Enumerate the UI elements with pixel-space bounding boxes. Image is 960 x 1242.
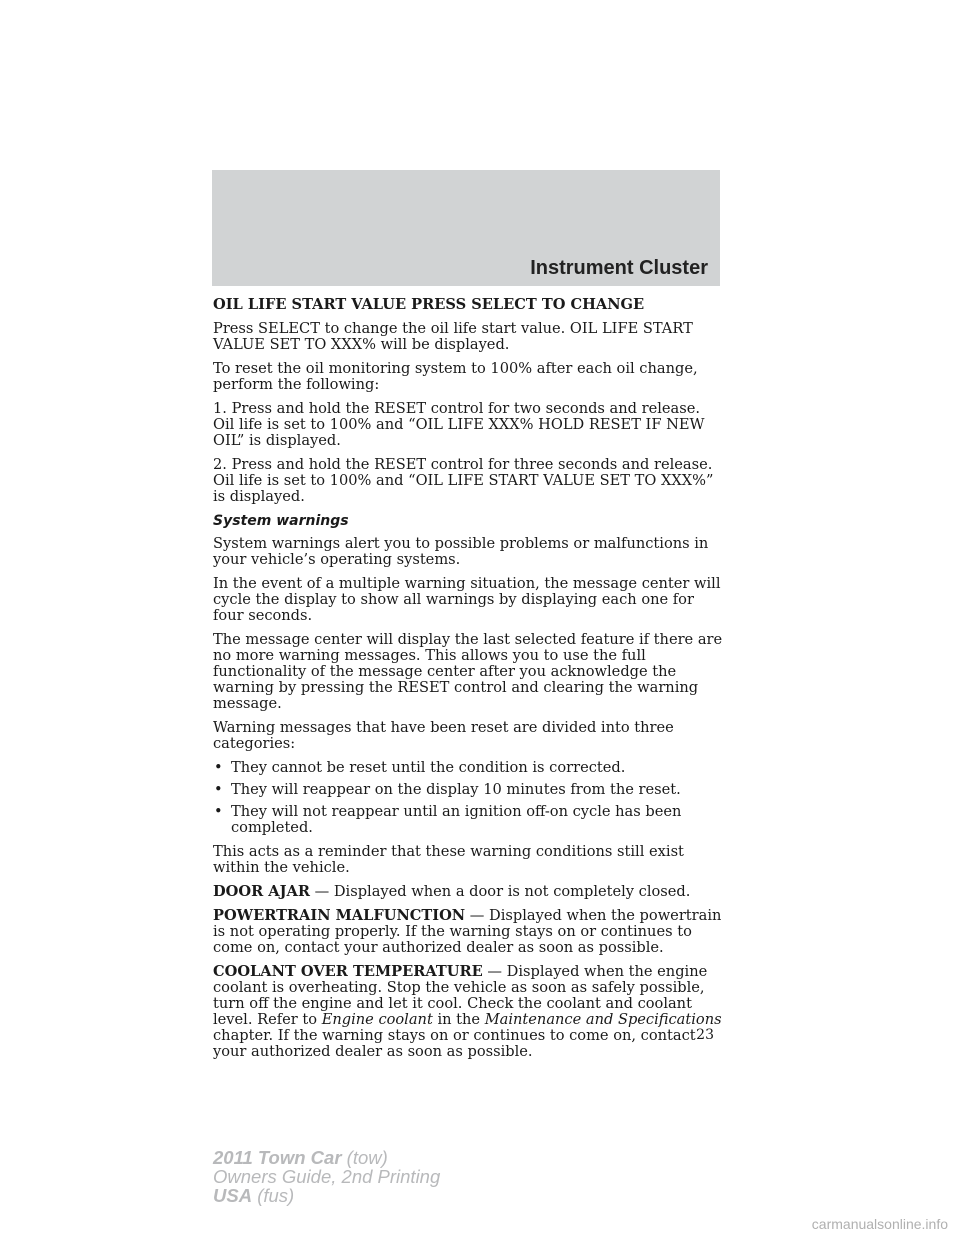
paragraph-reset-intro: To reset the oil monitoring system to 100% after each oil change, perform the following: <box>213 360 698 393</box>
footer-model: 2011 Town Car <box>213 1147 342 1168</box>
chapter-title: Instrument Cluster <box>530 257 708 279</box>
paragraph-categories: Warning messages that have been reset are divided into three categories: <box>213 719 674 752</box>
watermark: carmanualsonline.info <box>811 1216 948 1232</box>
footer-line-3 <box>213 1186 440 1205</box>
paragraph-door-ajar <box>213 884 725 900</box>
paragraph-warnings-intro: System warnings alert you to possible problems or malfunctions in your vehicle’s operating systems. <box>213 535 709 568</box>
page-content <box>213 297 725 1068</box>
list-item <box>213 760 725 776</box>
bullet-icon: • <box>214 759 223 776</box>
ref-maintenance-chapter: Maintenance and Specifications <box>484 1011 722 1028</box>
footer-model-code: (tow) <box>341 1147 388 1168</box>
paragraph-multiple-warnings: In the event of a multiple warning situation, the message center will cycle the display to show all warnings by displaying each one for four seconds. <box>213 575 721 624</box>
oil-life-heading: OIL LIFE START VALUE PRESS SELECT TO CHANGE <box>213 296 645 313</box>
list-item <box>213 782 725 798</box>
ref-engine-coolant: Engine coolant <box>321 1011 433 1028</box>
page-number: 23 <box>696 1027 714 1043</box>
footer-line-2: Owners Guide, 2nd Printing <box>213 1166 441 1187</box>
document-footer <box>213 1148 440 1205</box>
bullet-icon: • <box>214 781 223 798</box>
term-coolant-over-temperature: COOLANT OVER TEMPERATURE <box>213 963 483 980</box>
coolant-description-3: chapter. If the warning stays on or continues to come on, contact your authorized dealer as soon as possible. <box>213 1027 696 1060</box>
list-item-text: They will not reappear until an ignition off-on cycle has been completed. <box>231 803 682 836</box>
footer-market-code: (fus) <box>252 1185 295 1206</box>
bullet-icon: • <box>214 803 223 820</box>
paragraph-oil-life-select: Press SELECT to change the oil life start value. OIL LIFE START VALUE SET TO XXX% will be displayed. <box>213 320 693 353</box>
section-title-system-warnings: System warnings <box>213 513 349 529</box>
powertrain-description: — Displayed when the powertrain is not operating properly. If the warning stays on or continues to come on, contact your authorized dealer as soon as possible. <box>213 907 722 956</box>
paragraph-coolant <box>213 964 725 1060</box>
paragraph-last-feature: The message center will display the last selected feature if there are no more warning messages. This allows you to use the full functionality of the message center after you acknowledge the warning by pressing the RESET control and clearing the warning message. <box>213 631 723 712</box>
paragraph-powertrain <box>213 908 725 956</box>
paragraph-step-2: 2. Press and hold the RESET control for three seconds and release. Oil life is set to 100% and “OIL LIFE START VALUE SET TO XXX%” is displayed. <box>213 456 714 505</box>
paragraph-reminder: This acts as a reminder that these warning conditions still exist within the vehicle. <box>213 843 684 876</box>
paragraph-step-1: 1. Press and hold the RESET control for two seconds and release. Oil life is set to 100% and “OIL LIFE XXX% HOLD RESET IF NEW OIL” is displayed. <box>213 400 705 449</box>
footer-line-1 <box>213 1148 440 1167</box>
term-powertrain-malfunction: POWERTRAIN MALFUNCTION <box>213 907 466 924</box>
footer-market: USA <box>213 1185 253 1206</box>
list-item-text: They will reappear on the display 10 minutes from the reset. <box>231 781 681 798</box>
coolant-description-1: — Displayed when the engine coolant is overheating. Stop the vehicle as soon as safely possible, turn off the engine and let it cool. Check the coolant and coolant level. Refer to <box>213 963 708 1028</box>
coolant-description-2: in the <box>432 1011 485 1028</box>
door-ajar-description: — Displayed when a door is not completely closed. <box>309 883 691 900</box>
chapter-header-band <box>212 170 720 286</box>
list-item <box>213 804 725 836</box>
list-item-text: They cannot be reset until the condition is corrected. <box>231 759 626 776</box>
category-list <box>213 760 725 836</box>
term-door-ajar: DOOR AJAR <box>213 883 310 900</box>
